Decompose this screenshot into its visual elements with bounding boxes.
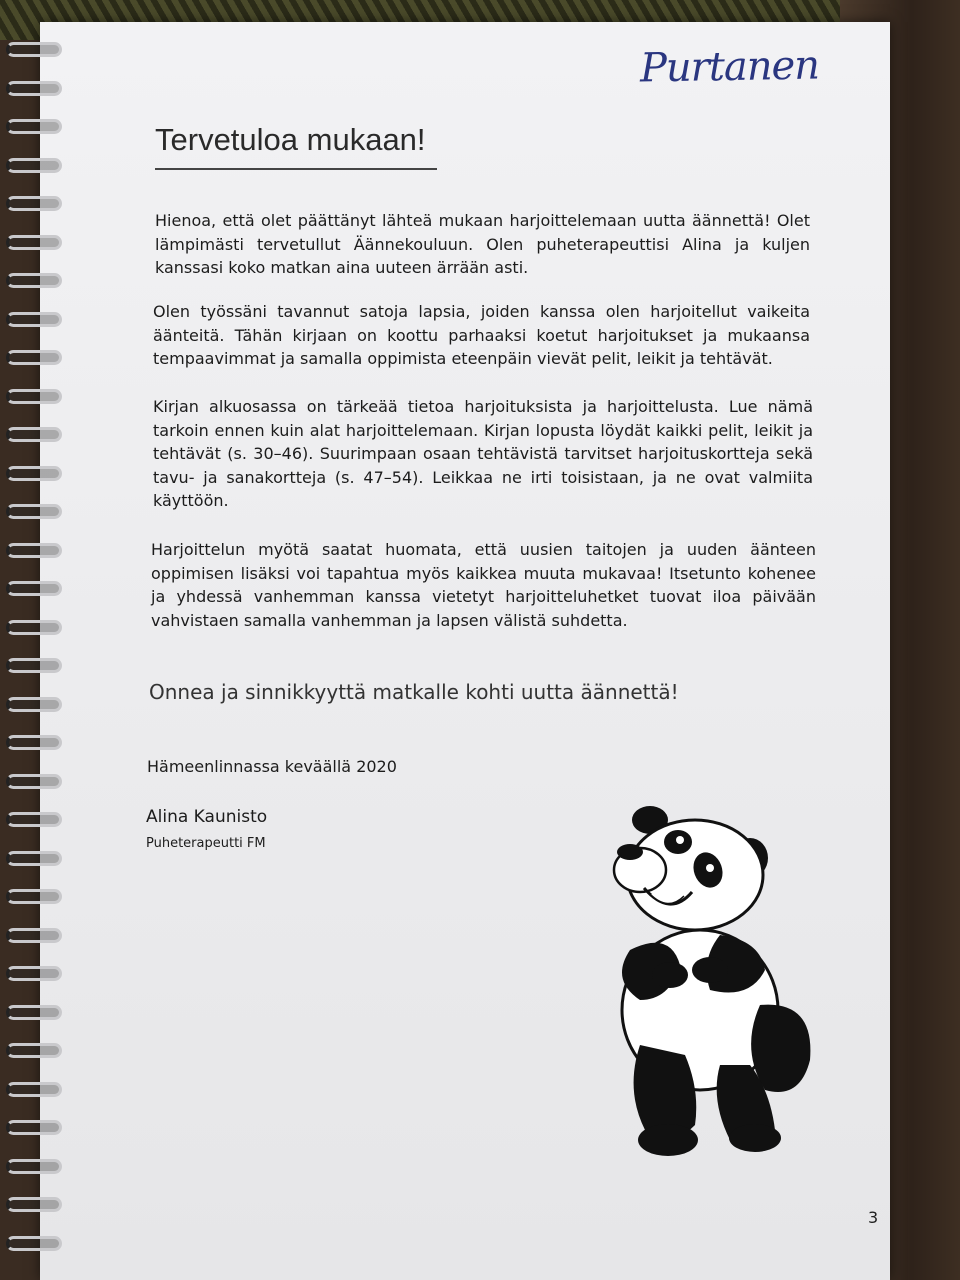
binding-coil [6,1236,62,1251]
binding-coil [6,389,62,404]
place-date: Hämeenlinnassa keväällä 2020 [147,757,397,776]
binding-coil [6,1043,62,1058]
binding-coil [6,1082,62,1097]
panda-illustration [600,800,830,1180]
binding-coil [6,235,62,250]
binding-coil [6,81,62,96]
paragraph-benefits: Harjoittelun myötä saatat huomata, että uusien taitojen ja uuden äänteen oppimisen lisäksi voi tapahtua myös kaikkea muuta mukavaa! Itsetunto kohenee ja yhdessä vanhemman kanssa vietetyt harjoitteluhetket tuovat iloa päivään vahvistaen samalla vanhemman ja lapsen välistä suhdetta. [151,540,816,630]
binding-coil [6,1159,62,1174]
binding-coil [6,543,62,558]
handwritten-signature: Purtanen [639,42,820,92]
binding-coil [6,697,62,712]
binding-coil [6,158,62,173]
binding-coil [6,966,62,981]
binding-coil [6,196,62,211]
binding-coil [6,735,62,750]
binding-coil [6,119,62,134]
paragraph-instructions: Kirjan alkuosassa on tärkeää tietoa harjoituksista ja harjoittelusta. Lue nämä tarkoin ennen kuin alat harjoittelemaan. Kirjan lopusta löydät kaikki pelit, leikit ja tehtävät (s. 30–46). Suurimpaan osaan tehtävistä tarvitset harjoituskortteja sekä tavu- ja sanakortteja (s. 47–54). Leikkaa ne irti toisistaan, ja ne ovat valmiita käyttöön. [153,397,813,510]
binding-coil [6,427,62,442]
binding-coil [6,312,62,327]
page-title: Tervetuloa mukaan! [155,122,426,157]
author-name: Alina Kaunisto [146,807,268,827]
binding-coil [6,851,62,866]
binding-coil [6,620,62,635]
binding-coil [6,774,62,789]
author-title: Puheterapeutti FM [146,836,266,851]
binding-coil [6,350,62,365]
page-number: 3 [868,1208,879,1227]
binding-coil [6,273,62,288]
binding-coil [6,928,62,943]
paragraph-experience: Olen työssäni tavannut satoja lapsia, joiden kanssa olen harjoitellut vaikeita äänteitä. Tähän kirjaan on koottu parhaaksi koetut harjoitukset ja mukaansa tempaavimmat ja samalla oppimista eteenpäin vievät pelit, leikit ja tehtävät. [153,302,810,368]
binding-coil [6,504,62,519]
binding-coil [6,42,62,57]
paragraph-intro: Hienoa, että olet päättänyt lähteä mukaan harjoittelemaan uutta äännettä! Olet lämpimästi tervetullut Äännekouluun. Olen puheterapeuttisi Alina ja kuljen kanssasi koko matkan aina uuteen ärrään asti. [155,211,810,277]
binding-coil [6,466,62,481]
binding-coil [6,889,62,904]
binding-coil [6,812,62,827]
binding-coil [6,581,62,596]
binding-coil [6,1120,62,1135]
title-underline [155,168,437,170]
binding-coil [6,1197,62,1212]
closing-wish: Onnea ja sinnikkyyttä matkalle kohti uutta äännettä! [149,680,679,704]
binding-coil [6,658,62,673]
spiral-binding [0,22,75,1280]
binding-coil [6,1005,62,1020]
